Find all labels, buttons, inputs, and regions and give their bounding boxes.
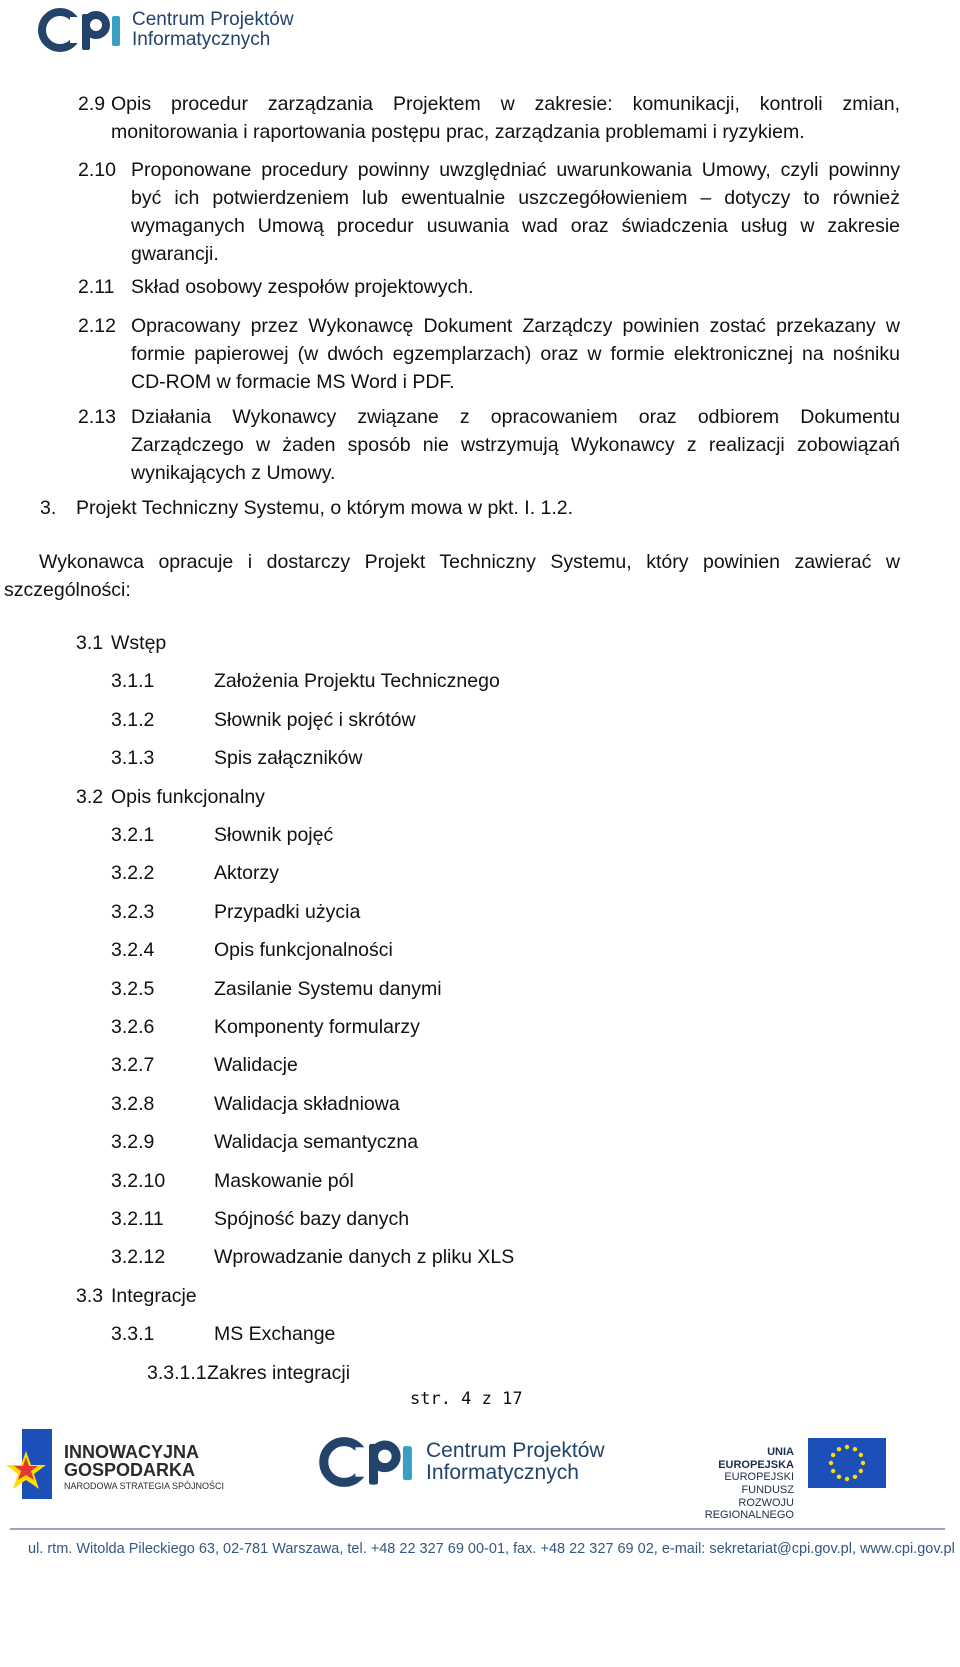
toc-item: [111, 744, 900, 772]
toc-item: [111, 1320, 900, 1348]
toc-item: [111, 1205, 900, 1233]
eu-star: [845, 1477, 849, 1481]
para-2-12-number: 2.12: [78, 315, 116, 337]
toc-item-number: 3.2.7: [111, 1054, 155, 1076]
footer-eu-logo: [690, 1438, 890, 1522]
toc-item: [111, 1051, 900, 1079]
toc-item: [111, 1243, 900, 1271]
para-2-10-number: 2.10: [78, 159, 116, 181]
cpi-logo-icon: [318, 1436, 420, 1488]
toc-item-text: Integracje: [111, 1285, 197, 1307]
toc-item-number: 3.1.3: [111, 747, 155, 769]
toc-item-number: 3.3: [76, 1285, 104, 1307]
para-2-13-number: 2.13: [78, 406, 116, 428]
eu-line2: EUROPEJSKI FUNDUSZ: [724, 1471, 794, 1496]
toc-item: [111, 975, 900, 1003]
footer-cpi-logo: [318, 1436, 605, 1488]
toc-item-text: Słownik pojęć i skrótów: [214, 709, 416, 731]
footer-logo-line2: Informatycznych: [426, 1461, 579, 1484]
footer-divider: [10, 1528, 945, 1530]
toc-item-text: Założenia Projektu Technicznego: [214, 670, 500, 692]
para-2-9-text: Opis procedur zarządzania Projektem w zakresie: komunikacji, kontroli zmian, monitorowania i raportowania postępu prac, zarządzania problemami i ryzykiem.: [111, 93, 900, 143]
para-2-12-text: Opracowany przez Wykonawcę Dokument Zarządczy powinien zostać przekazany w formie papierowej (w dwóch egzemplarzach) oraz w formie elektronicznej na nośniku CD-ROM w formacie MS Word i PDF.: [131, 315, 900, 393]
eu-star: [837, 1447, 841, 1451]
toc-item-text: Wstęp: [111, 632, 167, 654]
toc-item-text: Walidacje: [214, 1054, 298, 1076]
toc-item-text: Zakres integracji: [207, 1362, 351, 1384]
toc-item-number: 3.1.2: [111, 709, 155, 731]
page-number: str. 4 z 17: [410, 1389, 523, 1409]
section-3-title: Projekt Techniczny Systemu, o którym mowa w pkt. I. 1.2.: [76, 497, 574, 519]
eu-star: [861, 1461, 865, 1465]
toc-item: [111, 1167, 900, 1195]
eu-star: [853, 1447, 857, 1451]
toc-item-number: 3.2.8: [111, 1093, 155, 1115]
footer-logo-line1: Centrum Projektów: [426, 1438, 605, 1462]
toc-item-text: Spójność bazy danych: [214, 1208, 410, 1230]
toc-item: [111, 821, 900, 849]
toc-item-number: 3.3.1: [111, 1323, 155, 1345]
cpi-logo-icon: [38, 7, 126, 53]
toc-item: [111, 706, 900, 734]
toc-item: [111, 898, 900, 926]
footer-innowacyjna-gospodarka-logo: [6, 1427, 236, 1507]
toc-item-text: Maskowanie pól: [214, 1170, 354, 1192]
toc-item: [111, 1090, 900, 1118]
toc-item: [111, 936, 900, 964]
toc-item-number: 3.2: [76, 786, 104, 808]
para-2-10-text: Proponowane procedury powinny uwzględniać uwarunkowania Umowy, czyli powinny być ich potwierdzeniem lub ewentualnie uszczegółowieniem – dotyczy to również wymaganych Umową procedur usuwania wad oraz świadczenia usług w zakresie gwarancji.: [131, 159, 900, 265]
ig-line1: INNOWACYJNA: [64, 1442, 200, 1462]
eu-star: [837, 1475, 841, 1479]
toc-item-text: MS Exchange: [214, 1323, 336, 1345]
toc-item-number: 3.2.9: [111, 1131, 155, 1153]
toc-item-text: Opis funkcjonalności: [214, 939, 393, 961]
toc-item: [111, 1013, 900, 1041]
header-logo-line2: Informatycznych: [132, 29, 271, 50]
eu-star: [831, 1469, 835, 1473]
toc-item-number: 3.2.6: [111, 1016, 155, 1038]
eu-star: [859, 1453, 863, 1457]
para-2-11-number: 2.11: [78, 276, 115, 298]
header-logo-line1: Centrum Projektów: [132, 9, 294, 31]
toc-item-text: Aktorzy: [214, 862, 280, 884]
toc-item: [111, 859, 900, 887]
ig-line2: GOSPODARKA: [64, 1460, 196, 1480]
para-2-13-text: Działania Wykonawcy związane z opracowaniem oraz odbiorem Dokumentu Zarządczego w żaden sposób nie wstrzymują Wykonawcy z realizacji zobowiązań wynikających z Umowy.: [131, 406, 900, 484]
eu-star: [831, 1453, 835, 1457]
toc-item-number: 3.1.1: [111, 670, 155, 692]
para-2-11-text: Skład osobowy zespołów projektowych.: [131, 276, 474, 298]
toc-item: [76, 1282, 900, 1310]
toc-item-number: 3.2.2: [111, 862, 155, 884]
eu-star: [853, 1475, 857, 1479]
section-3-number: 3.: [40, 497, 57, 519]
toc-item: [111, 667, 900, 695]
toc-item-text: Komponenty formularzy: [214, 1016, 420, 1038]
toc-item-number: 3.2.1: [111, 824, 155, 846]
toc-item-text: Walidacja semantyczna: [214, 1131, 419, 1153]
toc-item-text: Wprowadzanie danych z pliku XLS: [214, 1246, 515, 1268]
ig-line3: NARODOWA STRATEGIA SPÓJNOŚCI: [64, 1481, 225, 1491]
toc-item-number: 3.3.1.1: [147, 1362, 207, 1384]
toc-item-number: 3.2.4: [111, 939, 155, 961]
eu-star: [829, 1461, 833, 1465]
toc-item-number: 3.2.3: [111, 901, 155, 923]
eu-star: [845, 1445, 849, 1449]
header-cpi-logo: [38, 4, 294, 56]
toc-item-text: Słownik pojęć: [214, 824, 334, 846]
toc-item-text: Zasilanie Systemu danymi: [214, 978, 442, 1000]
footer-address: ul. rtm. Witolda Pileckiego 63, 02-781 Warszawa, tel. +48 22 327 69 00-01, fax. +48 22 327 69 02, e-mail: sekretariat@cpi.gov.pl, www.cpi.gov.pl: [28, 1541, 955, 1557]
eu-line1: UNIA EUROPEJSKA: [718, 1446, 794, 1471]
toc-item: [147, 1359, 900, 1387]
para-2-9-number: 2.9: [78, 93, 106, 115]
section-3-intro: Wykonawca opracuje i dostarczy Projekt Techniczny Systemu, który powinien zawierać w szczególności:: [4, 551, 900, 601]
toc-item-number: 3.2.5: [111, 978, 155, 1000]
toc-item-text: Opis funkcjonalny: [111, 786, 265, 808]
toc-item-number: 3.1: [76, 632, 104, 654]
toc-item-number: 3.2.11: [111, 1208, 164, 1230]
toc-item: [111, 1128, 900, 1156]
toc-item-text: Spis załączników: [214, 747, 363, 769]
toc-item: [76, 783, 900, 811]
toc-item-text: Przypadki użycia: [214, 901, 361, 923]
toc-item: [76, 629, 900, 657]
eu-line3: ROZWOJU REGIONALNEGO: [704, 1496, 794, 1522]
toc-item-number: 3.2.10: [111, 1170, 166, 1192]
toc-item-text: Walidacja składniowa: [214, 1093, 400, 1115]
toc-item-number: 3.2.12: [111, 1246, 166, 1268]
eu-star: [859, 1469, 863, 1473]
innovation-star-icon: [6, 1429, 58, 1499]
eu-flag-icon: [808, 1438, 886, 1488]
